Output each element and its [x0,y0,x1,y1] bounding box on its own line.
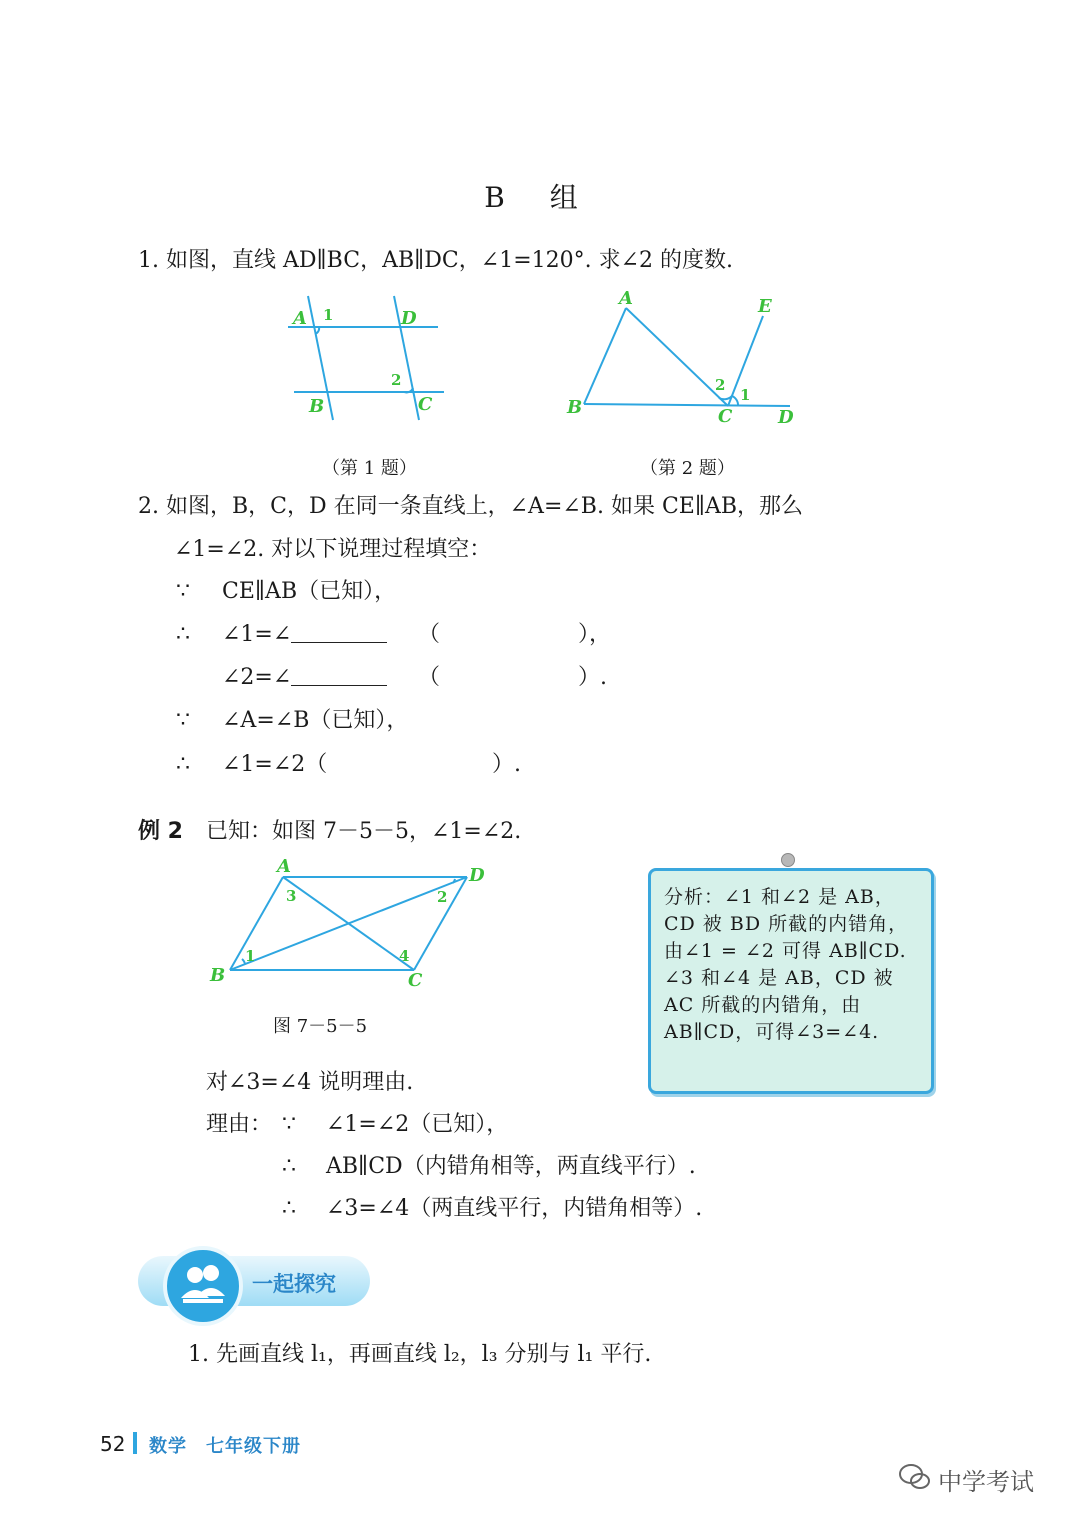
diagonal-bd [230,877,467,970]
figure-problem-2 [560,288,810,433]
step-3-paren-open: （ [418,665,441,690]
fig2-label-2: 2 [715,376,726,394]
step-2-paren-open: （ [418,622,441,647]
fig1-label-b: B [309,396,325,417]
reason-therefore-1: ∴ [282,1154,296,1179]
side-ba [584,308,626,404]
users-icon [163,1246,243,1326]
figure-7-5-5 [205,855,495,990]
segment-ab [230,877,283,970]
step-5: ∠1=∠2（ [222,752,328,777]
fig3-label-2: 2 [437,888,448,906]
pin-icon [781,853,795,867]
reason-therefore-2: ∴ [282,1196,296,1221]
step-2 [222,620,387,650]
fig3-label-a: A [277,856,291,877]
blank-angle-2[interactable] [291,665,387,686]
step-3 [222,663,387,693]
reason-because: ∵ [282,1112,296,1137]
fig1-label-c: C [418,394,433,415]
step-3-paren-close: ）. [578,665,607,690]
side-ac [626,308,728,406]
figure-1-caption: （第 1 题） [322,458,417,479]
problem-2-line-1: 2. 如图，B，C，D 在同一条直线上，∠A=∠B. 如果 CE∥AB，那么 [138,494,804,519]
footer-divider [133,1432,137,1454]
page-number: 52 [100,1432,126,1456]
line-bd [584,404,790,406]
step-2-paren-close: ）， [578,622,612,647]
fig1-label-a: A [293,308,307,329]
because-symbol: ∵ [176,579,190,604]
fig1-label-2: 2 [391,371,402,389]
wechat-icon [898,1460,932,1494]
fig2-label-a: A [619,288,633,309]
reason-2: AB∥CD（内错角相等，两直线平行）. [326,1154,696,1179]
example-2-label: 例 2 [138,819,183,844]
figure-problem-1 [280,292,450,422]
step-1: CE∥AB（已知）， [222,579,397,604]
group-title: B 组 [484,181,596,214]
fig1-label-d: D [401,308,417,329]
because-symbol-2: ∵ [176,708,190,733]
fig3-label-c: C [408,970,423,990]
analysis-text: 分析：∠1 和∠2 是 AB，CD 被 BD 所截的内错角，由∠1 = ∠2 可得 AB∥CD. ∠3 和∠4 是 AB，CD 被 AC 所截的内错角，由 AB∥CD，可得∠3=∠4. [664,886,909,1043]
reason-1: ∠1=∠2（已知）， [326,1112,509,1137]
step-5-paren-close: ）. [492,752,521,777]
step-2-prefix: ∠1=∠ [222,622,292,647]
fig3-label-3: 3 [286,887,297,905]
figure-7-5-5-caption: 图 7－5－5 [273,1016,368,1037]
reason-3: ∠3=∠4（两直线平行，内错角相等）. [326,1196,703,1221]
problem-2-line-2: ∠1=∠2. 对以下说理过程填空： [174,537,492,562]
fig3-label-b: B [210,965,226,986]
fig2-label-e: E [758,296,772,317]
fig3-label-d: D [469,865,485,886]
fig3-label-4: 4 [399,947,410,965]
reason-label: 理由： [206,1112,273,1137]
book-title: 数学 七年级下册 [149,1436,301,1457]
therefore-symbol: ∴ [176,622,190,647]
fig2-label-b: B [567,397,583,418]
therefore-symbol-2: ∴ [176,752,190,777]
blank-angle-1[interactable] [291,622,387,643]
fig2-label-d: D [778,407,794,428]
explore-item-1: 1. 先画直线 l₁，再画直线 l₂，l₃ 分别与 l₁ 平行. [188,1342,652,1367]
watermark-text: 中学考试 [938,1468,1034,1496]
fig3-label-1: 1 [245,947,256,965]
explore-badge-label: 一起探究 [252,1272,336,1296]
example-2-question: 对∠3=∠4 说明理由. [206,1070,414,1095]
fig2-label-1: 1 [740,386,751,404]
figure-2-caption: （第 2 题） [640,458,735,479]
fig1-label-1: 1 [323,306,334,324]
problem-1-text: 1. 如图，直线 AD∥BC，AB∥DC，∠1=120°. 求∠2 的度数. [138,248,734,273]
step-3-prefix: ∠2=∠ [222,665,292,690]
example-2-given: 已知：如图 7－5－5，∠1=∠2. [206,819,522,844]
fig2-label-c: C [718,406,733,427]
step-4: ∠A=∠B（已知）， [222,708,409,733]
